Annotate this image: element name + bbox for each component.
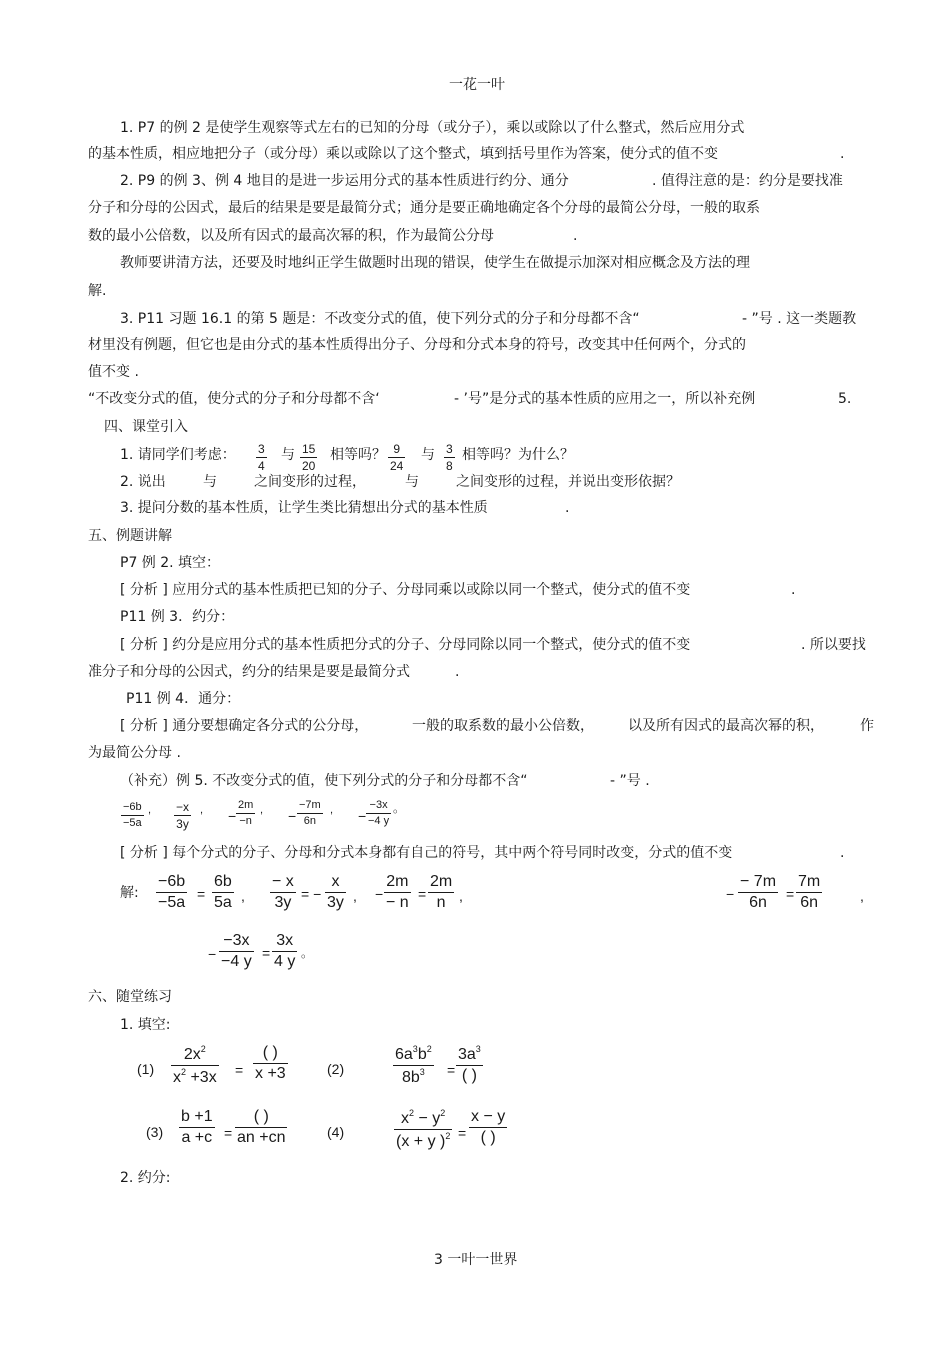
practice-3-right: ( ) an +cn [237, 1108, 286, 1146]
ex5-end: 。 [393, 801, 406, 815]
sol-1-eq: = [197, 886, 206, 902]
example-2-analysis: [ 分析 ] 应用分式的基本性质把已知的分子、分母同乘以或除以同一个整式，使分式的值不变 [120, 582, 691, 598]
intro-q1-with: 与 [281, 447, 295, 463]
sol-4-minus: − [726, 886, 735, 902]
para-1-line-2: 的基本性质，相应地把分子（或分母）乘以或除以了这个整式，填到括号里作为答案，使分式的值不变 [88, 146, 718, 162]
example-5-analysis: [ 分析 ] 每个分式的分子、分母和分式本身都有自己的符号，其中两个符号同时改变，分式的值不变 [120, 845, 733, 861]
intro-q2-d: 与 [405, 474, 419, 490]
practice-3-left: b +1 a +c [181, 1108, 213, 1146]
para-2-line-2: 分子和分母的公因式，最后的结果是要是最简分式；通分是要正确地确定各个分母的最简公分母，一般的取系 [88, 200, 760, 216]
ex5-fraction-5: −3x −4 y [368, 799, 390, 827]
practice-2-right: $3a^3$ ( ) [458, 1044, 481, 1084]
sol-3-right: 2m n [430, 873, 453, 911]
example-2-title: P7 例 2. 填空： [120, 555, 221, 571]
fraction-3-8: 3 8 [446, 442, 453, 473]
example-5-title-a: （补充）例 5. 不改变分式的值，使下列分式的分子和分母都不含“ [120, 773, 528, 789]
para-1-line-1: 1. P7 的例 2 是使学生观察等式左右的已知的分母（或分子），乘以或除以了什么整式，然后应用分式 [120, 120, 745, 136]
intro-q1-equal: 相等吗？ [330, 447, 386, 463]
sol-1-right: 6b 5a [214, 873, 232, 911]
example-5-title-b: - ”号 . [610, 773, 650, 789]
practice-1-left: $2x^2$ $x^2 +3x$ [173, 1044, 217, 1086]
para-4-line-1a: 3. P11 习题 16.1 的第 5 题是：不改变分式的值，使下列分式的分子和分母都不含“ [120, 311, 640, 327]
example-3-analysis-b: . 所以要找 [801, 637, 866, 653]
practice-3-eq: = [224, 1125, 233, 1141]
intro-q3-b: . [565, 500, 570, 516]
ex5-comma-1: , [148, 804, 152, 816]
para-4-line-1b: - ”号 . 这一类题教 [742, 311, 857, 327]
sol-1-left: −6b −5a [158, 873, 186, 911]
para-4-line-4c: 5. [838, 391, 852, 407]
sol-3-left: 2m − n [386, 873, 409, 911]
example-3-analysis-d: . [455, 664, 460, 680]
practice-q2: 2. 约分: [120, 1170, 171, 1186]
fraction-3-4: 3 4 [258, 442, 265, 473]
sol-4-right: 7m 6n [798, 873, 821, 911]
sol-1-comma: , [241, 888, 245, 904]
practice-item-2-label: (2) [327, 1061, 345, 1077]
para-2-line-3a: 数的最小公倍数，以及所有因式的最高次幂的积，作为最简公分母 [88, 228, 494, 244]
example-3-analysis-c: 准分子和分母的公因式，约分的结果是要是最简分式 [88, 664, 410, 680]
intro-q1-with-2: 与 [421, 447, 435, 463]
para-2-line-3b: . [573, 228, 578, 244]
section-5-title: 五、例题讲解 [88, 528, 172, 544]
para-1-line-2-end: . [840, 146, 845, 162]
example-5-analysis-end: . [840, 845, 845, 861]
intro-q2-e: 之间变形的过程，并说出变形依据？ [456, 474, 680, 490]
page-footer: 3 一叶一世界 [434, 1252, 518, 1268]
ex5-minus-3: − [228, 808, 237, 824]
practice-4-eq: = [458, 1125, 467, 1141]
para-4-line-4b: - ’号”是分式的基本性质的应用之一，所以补充例 [454, 391, 756, 407]
ex5-fraction-4: −7m 6n [299, 799, 321, 827]
example-4-analysis-a: [ 分析 ] 通分要想确定各分式的公分母， [120, 718, 369, 734]
para-4-line-2: 材里没有例题，但它也是由分式的基本性质得出分子、分母和分式本身的符号，改变其中任何两个，分式的 [88, 337, 746, 353]
fraction-9-24: 9 24 [390, 442, 404, 473]
para-2-line-1b: . 值得注意的是：约分是要找准 [652, 173, 843, 189]
sol-5-left: −3x −4 y [221, 932, 252, 970]
sol-3-minus: − [375, 886, 384, 902]
para-4-line-3: 值不变 . [88, 364, 139, 380]
example-3-title: P11 例 3．约分： [120, 609, 235, 625]
sol-2-right: x 3y [327, 873, 344, 911]
sol-2-eq: = − [301, 886, 322, 902]
example-4-analysis-b: 一般的取系数的最小公倍数， [412, 718, 594, 734]
practice-item-1-label: (1) [137, 1061, 155, 1077]
sol-3-comma: , [459, 888, 463, 904]
practice-4-left: $x^2 - y^2$ (x + y )$^2$ [396, 1108, 451, 1150]
intro-q2-a: 2. 说出 [120, 474, 166, 490]
section-6-title: 六、随堂练习 [88, 989, 172, 1005]
para-4-line-4a: “不改变分式的值，使分式的分子和分母都不含‘ [88, 391, 380, 407]
sol-4-comma: , [860, 888, 864, 904]
practice-4-right: x − y ( ) [471, 1108, 506, 1146]
ex5-comma-3: , [260, 804, 264, 816]
intro-q2-c: 之间变形的过程， [254, 474, 366, 490]
example-4-analysis-c: 以及所有因式的最高次幂的积， [628, 718, 824, 734]
sol-2-comma: , [353, 888, 357, 904]
ex5-fraction-3: 2m −n [238, 799, 254, 827]
example-4-title: P11 例 4．通分： [126, 691, 241, 707]
intro-q2-b: 与 [203, 474, 217, 490]
sol-2-left: − x 3y [272, 873, 294, 911]
sol-5-eq: = [262, 945, 271, 961]
sol-4-left: − 7m 6n [740, 873, 777, 911]
para-2-line-1a: 2. P9 的例 3、例 4 地目的是进一步运用分式的基本性质进行约分、通分 [120, 173, 569, 189]
ex5-fraction-2: −x 3y [176, 800, 190, 831]
practice-q1: 1. 填空: [120, 1017, 171, 1033]
sol-5-end: 。 [301, 946, 314, 960]
ex5-minus-4: − [288, 808, 297, 824]
example-4-analysis-d: 作 [860, 718, 874, 734]
practice-item-3-label: (3) [146, 1124, 164, 1140]
practice-1-eq: = [235, 1062, 244, 1078]
para-3-line-1: 教师要讲清方法，还要及时地纠正学生做题时出现的错误，使学生在做提示加深对相应概念及方法的理 [120, 255, 750, 271]
example-2-analysis-end: . [791, 582, 796, 598]
sol-5-right: 3x 4 y [274, 932, 296, 970]
para-3-line-2: 解. [88, 283, 107, 299]
practice-1-right: ( ) x +3 [255, 1044, 286, 1082]
ex5-comma-2: , [200, 804, 204, 816]
ex5-comma-4: , [330, 804, 334, 816]
intro-q1-text: 1. 请同学们考虑： [120, 447, 236, 463]
sol-4-eq: = [786, 886, 795, 902]
page-header: 一花一叶 [449, 77, 505, 93]
example-4-analysis-e: 为最简公分母 . [88, 745, 181, 761]
practice-item-4-label: (4) [327, 1124, 345, 1140]
example-3-analysis-a: [ 分析 ] 约分是应用分式的基本性质把分式的分子、分母同除以同一个整式，使分式的值不变 [120, 637, 691, 653]
solution-label: 解: [120, 885, 139, 901]
practice-2-eq: = [447, 1062, 456, 1078]
sol-3-eq: = [418, 886, 427, 902]
intro-q3-a: 3. 提问分数的基本性质，让学生类比猜想出分式的基本性质 [120, 500, 488, 516]
fraction-15-20: 15 20 [302, 442, 316, 473]
section-4-title: 四、课堂引入 [104, 419, 188, 435]
sol-5-minus: − [208, 946, 217, 962]
practice-2-left: $6a^3b^2$ $8b^3$ [395, 1044, 432, 1086]
intro-q1-why: 相等吗？为什么？ [462, 447, 574, 463]
ex5-minus-5: − [358, 808, 367, 824]
ex5-fraction-1: −6b −5a [123, 801, 142, 829]
